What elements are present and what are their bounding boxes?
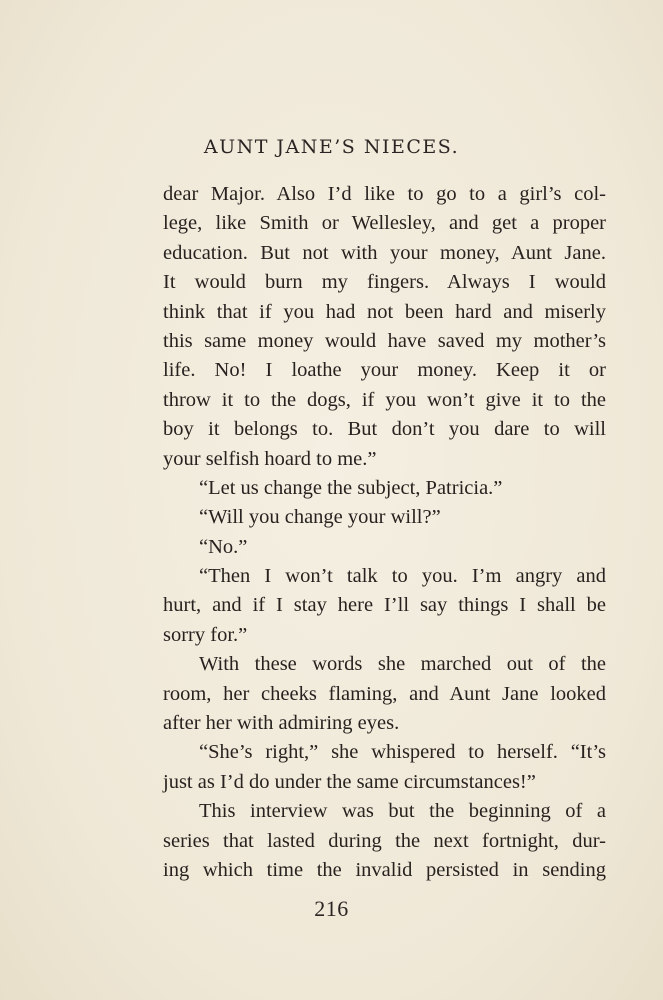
running-head: AUNT JANE’S NIECES. bbox=[203, 136, 460, 158]
paragraph-line: “Will you change your will?” bbox=[199, 506, 441, 529]
text-line: think that if you had not been hard and miserly bbox=[163, 300, 606, 323]
paragraph-line: “Let us change the subject, Patricia.” bbox=[199, 476, 503, 499]
text-line: boy it belongs to. But don’t you dare to will bbox=[163, 418, 606, 441]
page-number: 216 bbox=[314, 896, 349, 921]
text-line: throw it to the dogs, if you won’t give it to the bbox=[163, 388, 606, 411]
text-line: ing which time the invalid persisted in sending bbox=[163, 858, 606, 881]
paragraph-line: With these words she marched out of the bbox=[199, 653, 606, 676]
text-line: It would burn my fingers. Always I would bbox=[163, 271, 606, 294]
paragraph-line: This interview was but the beginning of a bbox=[199, 800, 606, 823]
text-line: after her with admiring eyes. bbox=[163, 712, 400, 735]
text-line: dear Major. Also I’d like to go to a girl’s col- bbox=[163, 183, 606, 205]
paragraph-line: “She’s right,” she whispered to herself. “It’s bbox=[199, 741, 606, 764]
paragraph-line: “Then I won’t talk to you. I’m angry and bbox=[199, 565, 606, 588]
text-line: life. No! I loathe your money. Keep it or bbox=[163, 359, 606, 382]
text-line: sorry for.” bbox=[163, 623, 248, 646]
text-line: your selfish hoard to me.” bbox=[163, 447, 377, 470]
text-line: series that lasted during the next fortnight, dur- bbox=[163, 829, 606, 852]
paragraph-line: “No.” bbox=[199, 535, 248, 558]
text-line: just as I’d do under the same circumstances!” bbox=[163, 770, 536, 793]
body-text bbox=[163, 180, 606, 885]
text-line: education. But not with your money, Aunt Jane. bbox=[163, 241, 606, 264]
text-line: room, her cheeks flaming, and Aunt Jane looked bbox=[163, 682, 606, 705]
text-line: this same money would have saved my mother’s bbox=[163, 329, 606, 352]
text-line: hurt, and if I stay here I’ll say things I shall be bbox=[163, 594, 606, 617]
text-line: lege, like Smith or Wellesley, and get a proper bbox=[163, 212, 606, 235]
